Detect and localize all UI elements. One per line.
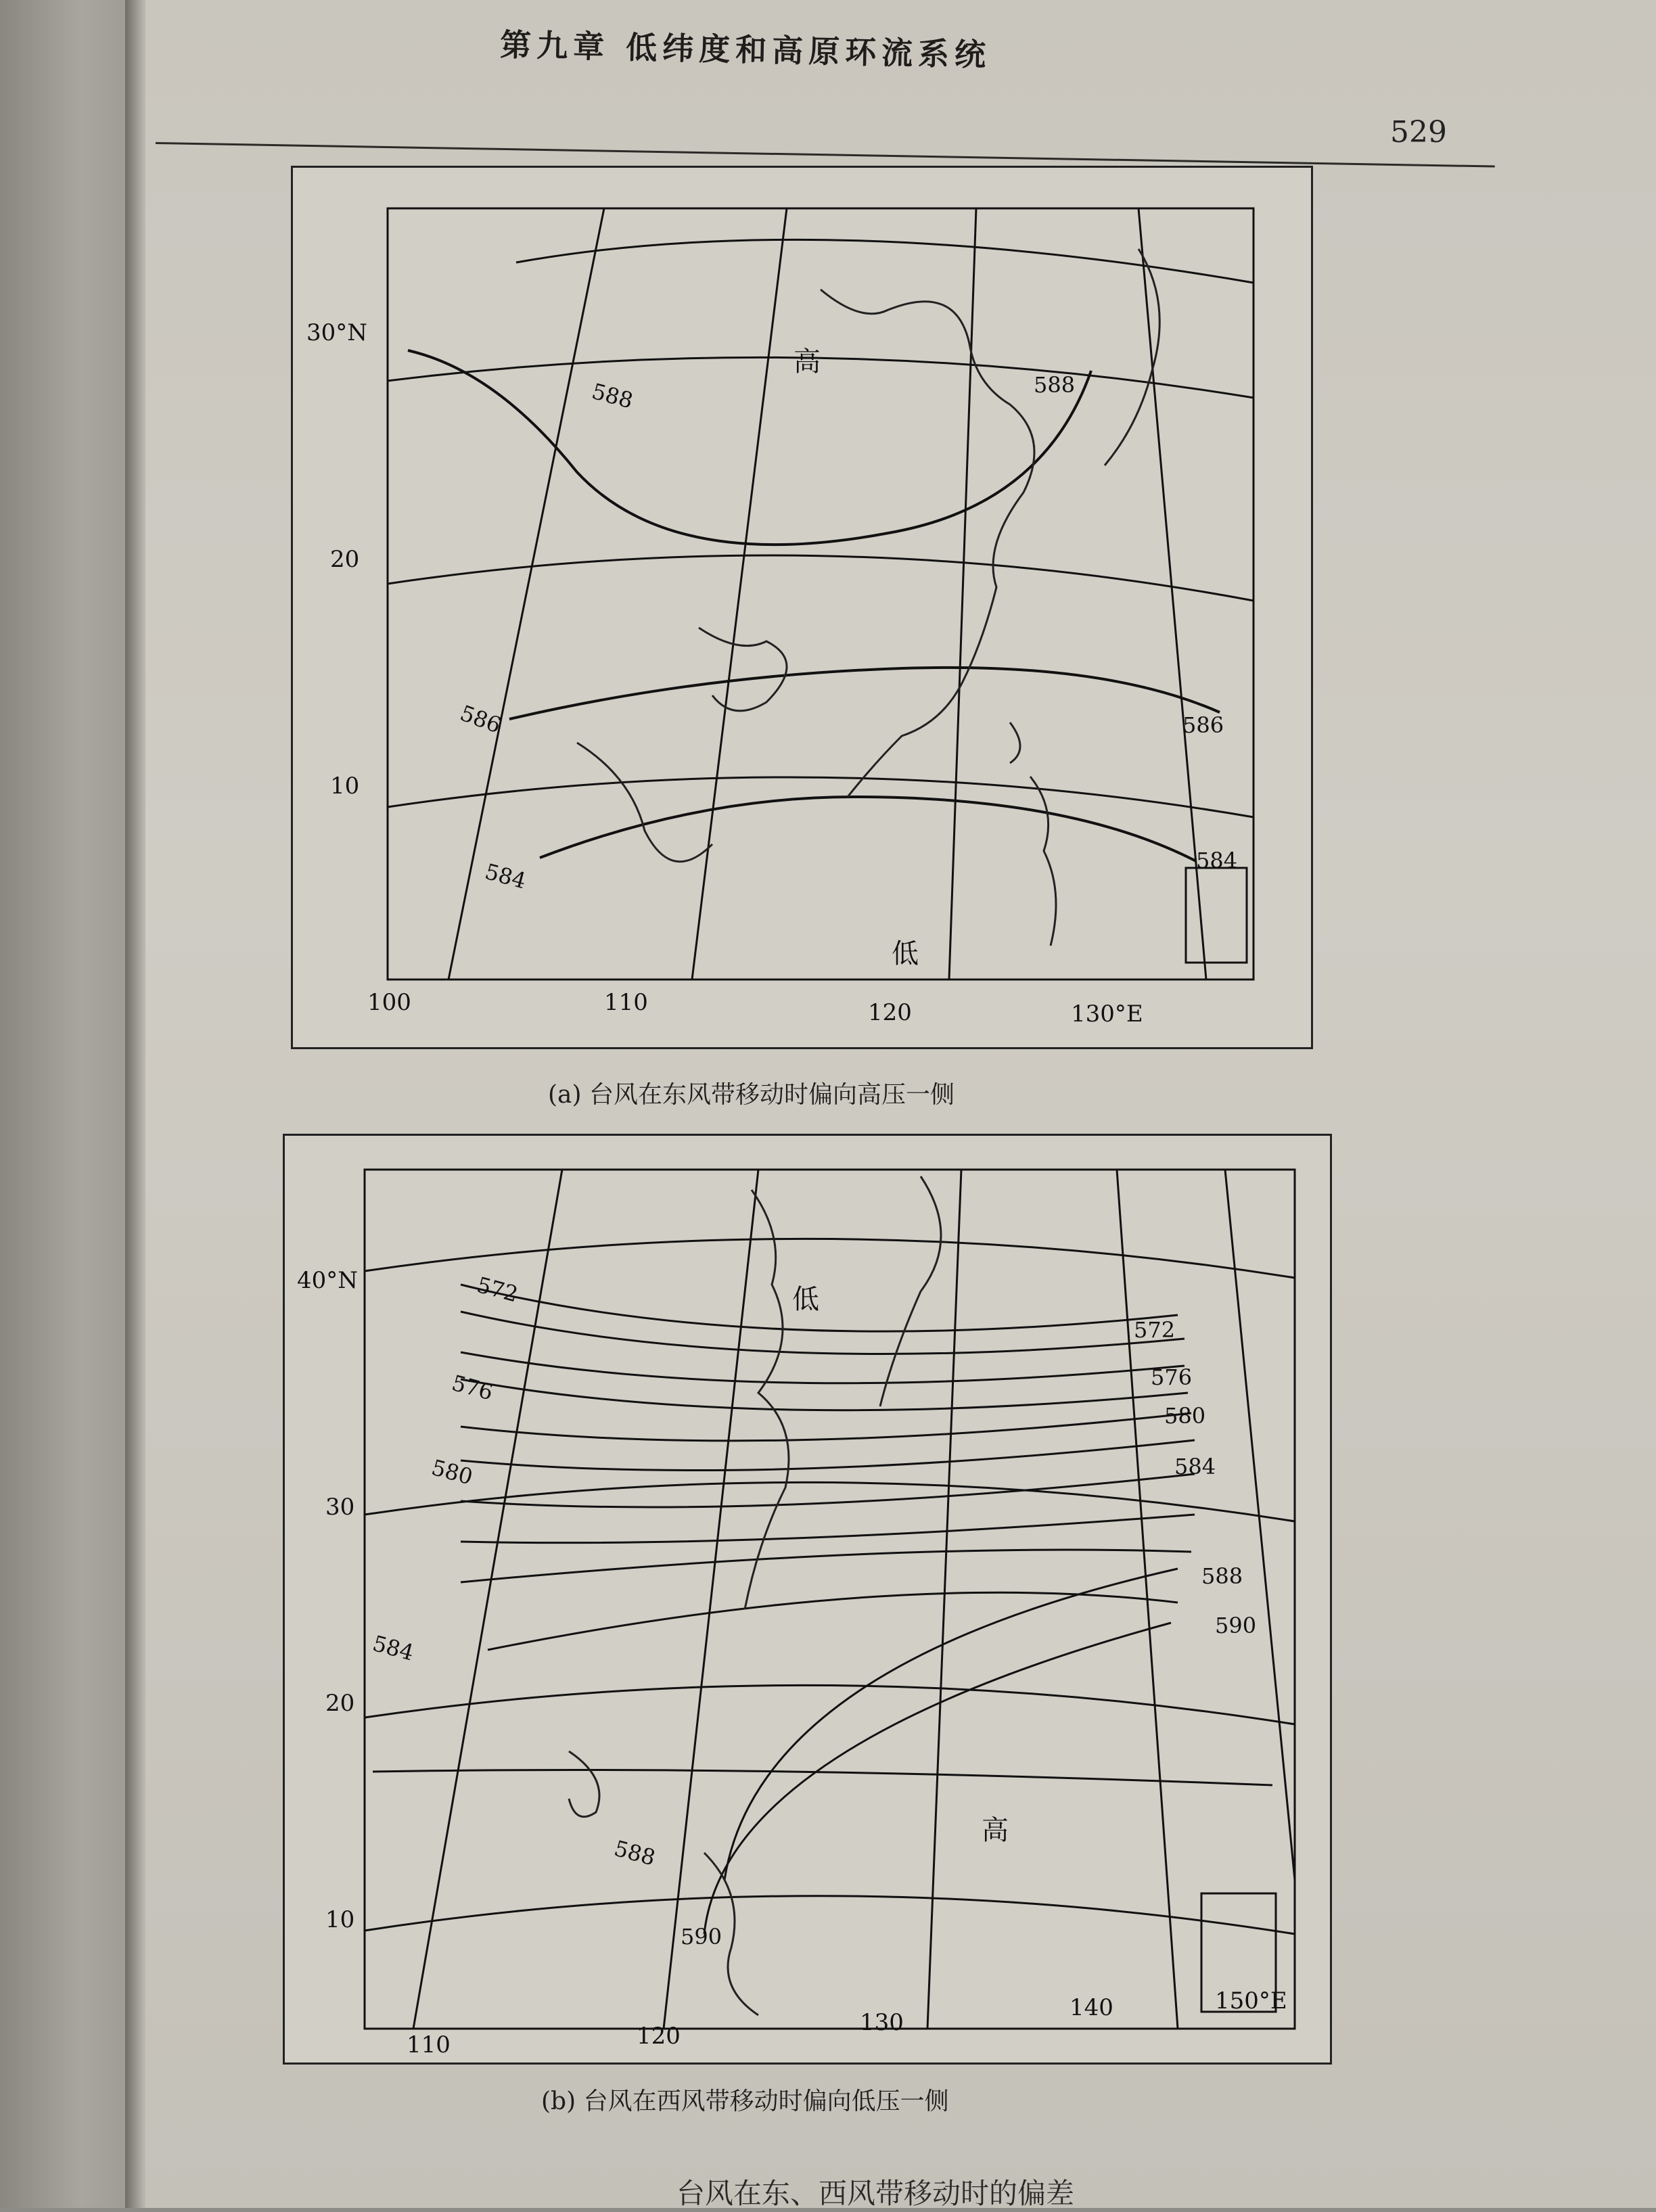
lon-label-100: 100 — [367, 989, 411, 1016]
contour-label-580-right: 580 — [1164, 1403, 1206, 1429]
low-pressure-label: 低 — [892, 938, 919, 969]
high-pressure-label: 高 — [794, 346, 821, 377]
lat-label-10: 10 — [325, 1906, 355, 1933]
lon-label-110: 110 — [407, 2031, 451, 2058]
lon-label-140: 140 — [1070, 1994, 1113, 2021]
contour-572 — [461, 1285, 1178, 1331]
contour-label-576-left: 576 — [448, 1370, 496, 1406]
contour-label-580-left: 580 — [428, 1454, 476, 1490]
contour-588-curve — [724, 1569, 1178, 1880]
lat-label-30: 30°N — [306, 319, 368, 346]
contour-label-588-right: 588 — [1034, 372, 1076, 398]
lat-label-10: 10 — [330, 773, 360, 800]
contour-label-588-left: 588 — [611, 1835, 658, 1871]
chapter-title: 第九章 低纬度和高原环流系统 — [499, 26, 992, 74]
contour-label-590-right: 590 — [1215, 1613, 1257, 1638]
contour-label-584-right: 584 — [1196, 848, 1238, 873]
lon-label-130: 130°E — [1071, 1000, 1143, 1028]
contour-label-584-left: 584 — [369, 1630, 417, 1666]
contour-label-588-left: 588 — [589, 378, 636, 414]
parallel-30 — [388, 357, 1254, 398]
parallel-40 — [365, 1239, 1295, 1278]
contour-584b — [461, 1515, 1195, 1543]
high-pressure-label: 高 — [982, 1815, 1009, 1846]
contour-label-590-left: 590 — [681, 1924, 722, 1950]
contour-label-576-right: 576 — [1151, 1364, 1193, 1390]
contour-588 — [488, 1592, 1178, 1650]
parallel-20 — [388, 555, 1254, 601]
figure-b-caption: (b) 台风在西风带移动时偏向低压一侧 — [541, 2088, 949, 2115]
contour-584 — [540, 797, 1196, 861]
contour-label-584-right: 584 — [1174, 1454, 1216, 1479]
low-pressure-label: 低 — [792, 1284, 819, 1315]
left-page-edge — [0, 0, 135, 2208]
coastline-china-b — [745, 1190, 789, 1609]
coastline-indochina — [577, 743, 712, 862]
contour-label-572-right: 572 — [1134, 1317, 1176, 1343]
lat-label-30: 30 — [325, 1494, 355, 1521]
coastline-taiwan — [1010, 722, 1020, 763]
inset-map — [1186, 868, 1247, 963]
contour-590 — [373, 1770, 1272, 1786]
contour-label-586-right: 586 — [1182, 712, 1224, 738]
parallel-10 — [365, 1896, 1295, 1934]
coastline-hainan-b — [569, 1751, 599, 1817]
page-number: 529 — [1390, 115, 1447, 149]
coastline-china — [821, 290, 1034, 797]
lat-label-20: 20 — [330, 546, 360, 573]
coastline-philippines — [1030, 777, 1056, 946]
lat-label-20: 20 — [325, 1690, 355, 1717]
lon-label-150: 150°E — [1215, 1987, 1287, 2014]
coastline-japan-b — [880, 1176, 941, 1406]
lon-label-120: 120 — [868, 999, 912, 1026]
contour-586 — [509, 668, 1220, 719]
next-figure-caption-fragment: 台风在东、西风带移动时的偏差 — [676, 2177, 1075, 2210]
contour-label-572-left: 572 — [474, 1272, 521, 1308]
contour-label-584-left: 584 — [482, 858, 529, 894]
lat-label-40: 40°N — [297, 1267, 359, 1294]
contour-label-586-left: 586 — [457, 699, 505, 739]
map-frame — [388, 208, 1254, 980]
contour-label-588-right: 588 — [1201, 1563, 1243, 1589]
figure-a-map — [293, 168, 1311, 1047]
coastline-hainan — [699, 628, 787, 711]
contour-580 — [461, 1413, 1191, 1441]
lon-label-120: 120 — [637, 2023, 681, 2050]
figure-b-map — [285, 1136, 1330, 2063]
contour-572b — [461, 1312, 1184, 1354]
figure-b — [283, 1134, 1332, 2065]
lon-label-110: 110 — [604, 989, 648, 1016]
figure-a — [291, 166, 1313, 1049]
lon-label-130: 130 — [860, 2009, 904, 2036]
contour-586 — [461, 1550, 1191, 1582]
contour-580b — [461, 1440, 1195, 1471]
meridian-100 — [448, 208, 604, 980]
contour-576 — [461, 1352, 1184, 1383]
meridian-110 — [692, 208, 787, 980]
figure-a-caption: (a) 台风在东风带移动时偏向高压一侧 — [548, 1081, 954, 1109]
